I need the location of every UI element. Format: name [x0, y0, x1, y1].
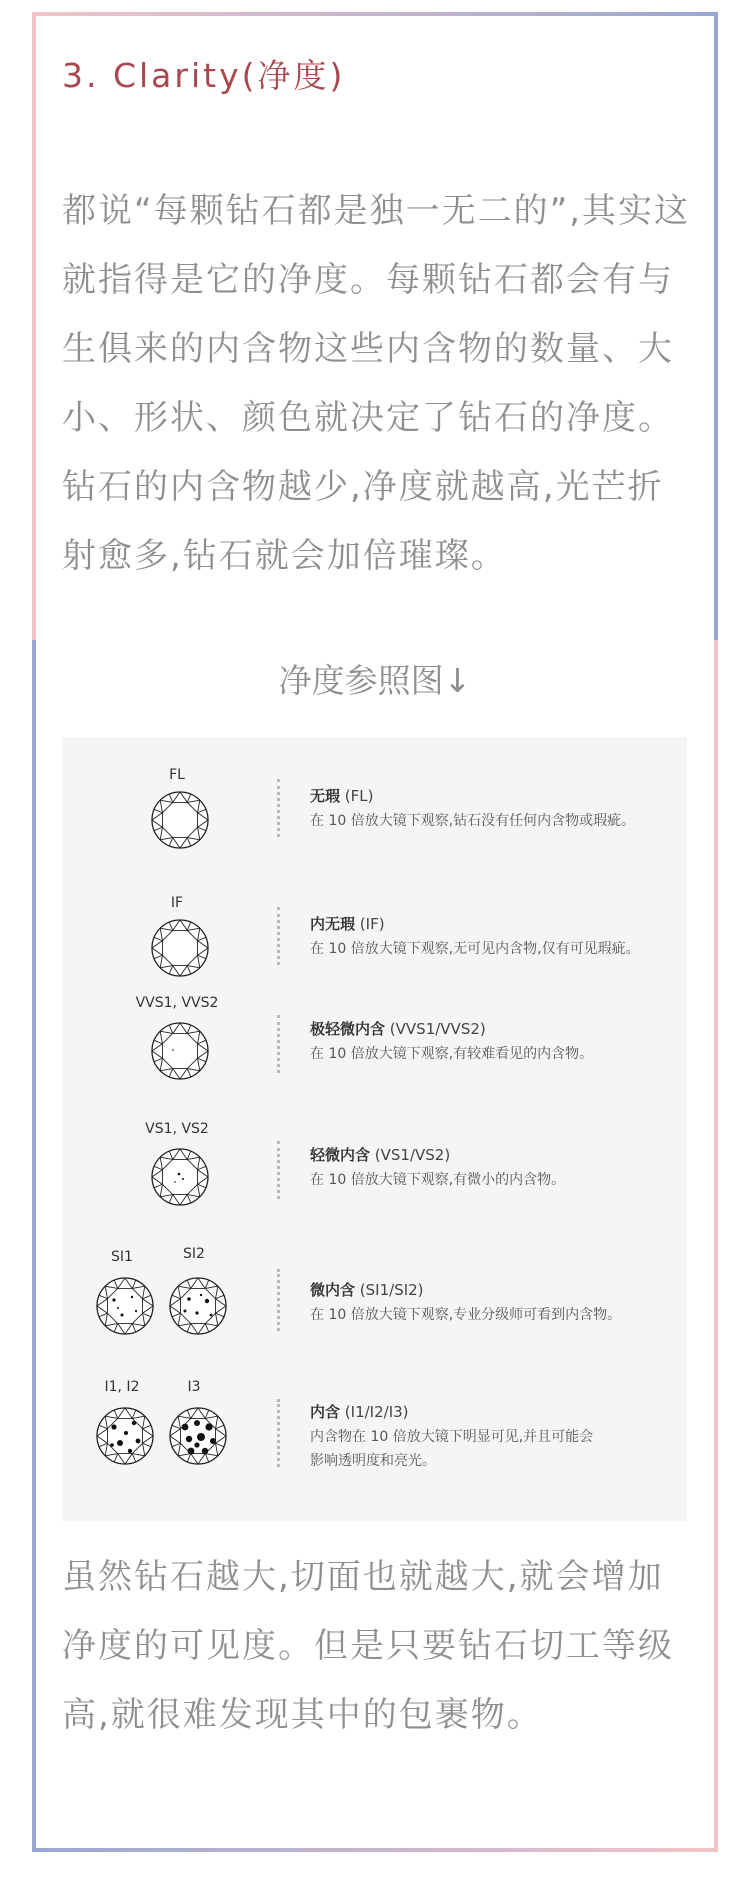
dotted-separator [277, 1269, 280, 1331]
diamond-icon [149, 789, 211, 855]
diamond-icon [149, 1146, 211, 1212]
grade-description: 在 10 倍放大镜下观察,无可见内含物,仅有可见瑕疵。 [310, 941, 640, 957]
dotted-separator [277, 1015, 280, 1073]
diamond-icon [94, 1275, 156, 1341]
diamond-icon [167, 1405, 229, 1471]
grade-code: (SI1/SI2) [359, 1281, 424, 1299]
grade-title [310, 1018, 486, 1039]
dotted-separator [277, 1141, 280, 1199]
grade-label: SI2 [183, 1246, 205, 1262]
grade-name: 极轻微内含 [310, 1020, 386, 1038]
grade-code: (VS1/VS2) [374, 1146, 451, 1164]
grade-label: IF [170, 895, 184, 911]
grade-code: (IF) [359, 915, 385, 933]
grade-code: (FL) [344, 787, 374, 805]
dotted-separator [277, 779, 280, 837]
grade-label: FL [169, 767, 185, 783]
grade-label: VVS1, VVS2 [135, 995, 219, 1011]
grade-name: 无瑕 [310, 787, 341, 805]
frame-left-border-top [32, 12, 36, 640]
closing-paragraph: 虽然钻石越大,切面也就越大,就会增加净度的可见度。但是只要钻石切工等级高,就很难发现其中的包裹物。 [62, 1557, 674, 1735]
grade-title [310, 785, 374, 806]
section-heading: 3. Clarity(净度) [62, 56, 346, 95]
diamond-icon [167, 1275, 229, 1341]
grade-name: 轻微内含 [310, 1146, 371, 1164]
diamond-icon [149, 917, 211, 983]
frame-right-border-bottom [714, 640, 718, 1852]
grade-label: SI1 [111, 1249, 133, 1265]
frame-right-border-top [714, 12, 718, 640]
grade-description: 在 10 倍放大镜下观察,专业分级师可看到内含物。 [310, 1307, 622, 1323]
grade-description: 内含物在 10 倍放大镜下明显可见,并且可能会 [310, 1429, 594, 1445]
diamond-icon [94, 1405, 156, 1471]
dotted-separator [277, 907, 280, 965]
grade-description: 影响透明度和亮光。 [310, 1453, 436, 1469]
frame-left-border-bottom [32, 640, 36, 1852]
grade-title [310, 1144, 450, 1165]
grade-description: 在 10 倍放大镜下观察,钻石没有任何内含物或瑕疵。 [310, 813, 636, 829]
frame-top-border [32, 12, 718, 16]
grade-description: 在 10 倍放大镜下观察,有微小的内含物。 [310, 1172, 566, 1188]
grade-label: VS1, VS2 [145, 1121, 209, 1137]
grade-label: I3 [187, 1379, 201, 1395]
dotted-separator [277, 1399, 280, 1467]
grade-code: (VVS1/VVS2) [389, 1020, 486, 1038]
frame-bottom-border [32, 1848, 718, 1852]
grade-label: I1, I2 [104, 1379, 140, 1395]
grade-name: 内含 [310, 1403, 341, 1421]
grade-name: 微内含 [310, 1281, 356, 1299]
diamond-icon [149, 1020, 211, 1086]
chart-caption: 净度参照图↓ [278, 661, 472, 700]
grade-title [310, 913, 385, 934]
grade-title [310, 1401, 409, 1422]
clarity-reference-chart [62, 737, 687, 1521]
grade-title [310, 1279, 424, 1300]
grade-description: 在 10 倍放大镜下观察,有较难看见的内含物。 [310, 1046, 594, 1062]
grade-code: (I1/I2/I3) [344, 1403, 409, 1421]
grade-name: 内无瑕 [310, 915, 356, 933]
intro-paragraph: 都说“每颗钻石都是独一无二的”,其实这就指得是它的净度。每颗钻石都会有与生俱来的内含物这些内含物的数量、大小、形状、颜色就决定了钻石的净度。钻石的内含物越少,净度就越高,光芒折射愈多,钻石就会加倍璀璨。 [62, 191, 691, 576]
